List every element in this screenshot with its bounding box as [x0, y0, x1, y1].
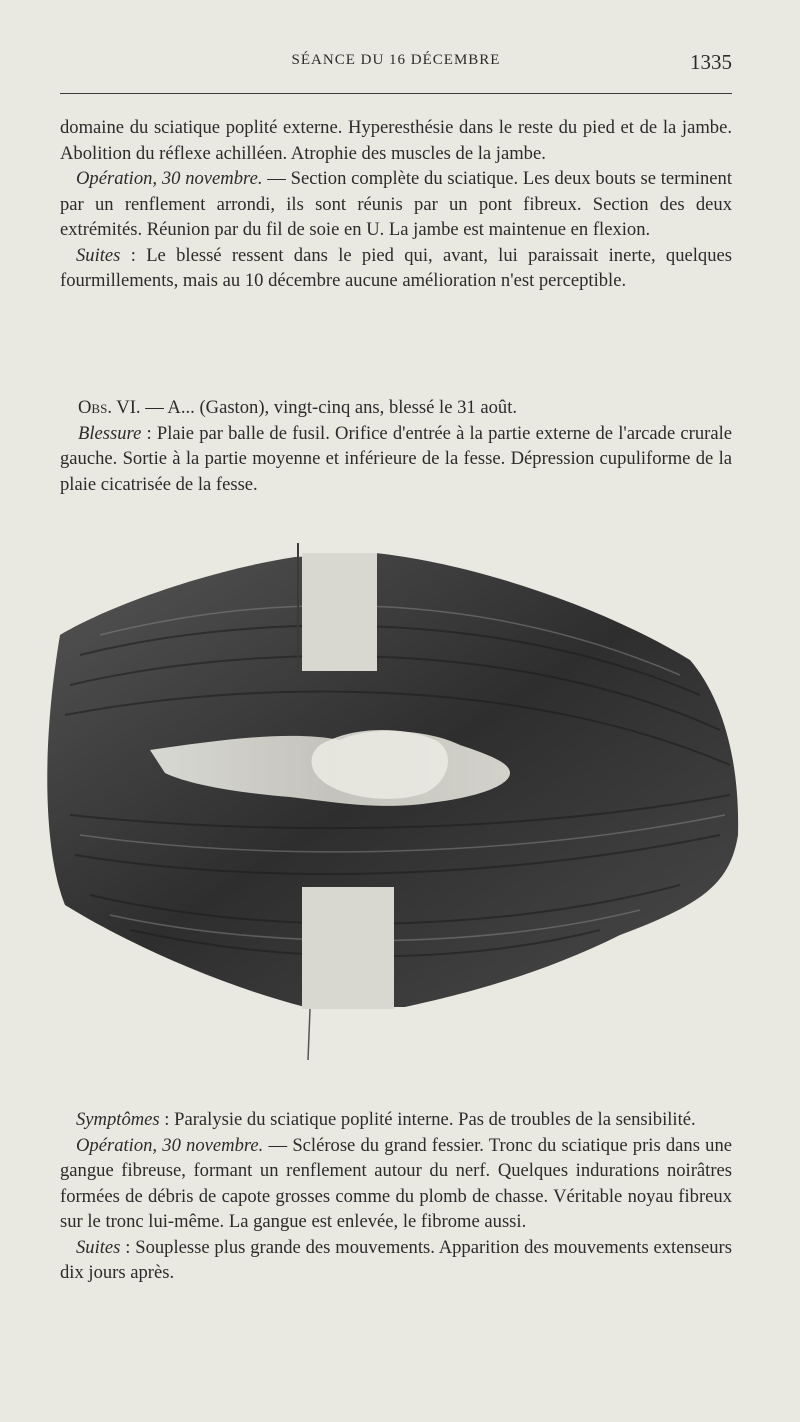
operation-vi-lead: Opération, 30 novembre.	[76, 1134, 264, 1156]
paragraph-symptoms-continued: domaine du sciatique poplité externe. Hyperesthésie dans le reste du pied et de la jambe. Abolition du réflexe achilléen. Atrophie des muscles de la jambe.	[60, 117, 732, 164]
case-vi-details	[60, 1107, 732, 1286]
wound-text: : Plaie par balle de fusil. Orifice d'entrée à la partie externe de l'arcade crurale gauche. Sortie à la partie moyenne et inférieure de la fesse. Dépression cupuliforme de la plaie cicatrisée de la fesse.	[60, 422, 732, 495]
upper-incision	[302, 553, 377, 671]
operation-lead: Opération, 30 novembre.	[76, 168, 263, 189]
observation-label: Obs.	[78, 397, 112, 418]
anatomical-illustration	[40, 535, 750, 1070]
page-number: 1335	[690, 50, 732, 74]
wound-lead: Blessure	[78, 422, 142, 444]
operation-vi-text: — Sclérose du grand fessier. Tronc du sciatique pris dans une gangue fibreuse, formant un renflement autour du nerf. Quelques indurations noirâtres formées de débris de capote grosses comme du plomb de chasse. Véritable noyau fibreux sur le tronc lui-même. La gangue est enlevée, le fibrome aussi.	[60, 1134, 733, 1232]
paragraph-operation	[60, 166, 732, 243]
observation-vi	[60, 395, 732, 497]
paragraph-symptoms	[60, 1107, 732, 1133]
observation-heading	[60, 395, 732, 421]
paragraph-operation-vi	[60, 1133, 732, 1235]
lower-incision	[302, 887, 394, 1009]
symptoms-text: : Paralysie du sciatique poplité interne. Pas de troubles de la sensibilité.	[159, 1109, 696, 1130]
suites-text: : Le blessé ressent dans le pied qui, avant, lui paraissait inerte, quelques fourmillements, mais au 10 décembre aucune amélioration n'est perceptible.	[60, 244, 732, 291]
paragraph-wound	[60, 421, 732, 498]
case-continuation	[60, 115, 732, 294]
suites-lead: Suites	[76, 244, 121, 266]
symptoms-lead: Symptômes	[76, 1109, 160, 1130]
suites-vi-lead: Suites	[76, 1236, 121, 1258]
running-title: SÉANCE DU 16 DÉCEMBRE	[291, 52, 501, 68]
paragraph-suites-vi	[60, 1235, 732, 1286]
header-rule	[60, 93, 732, 94]
operation-text: — Section complète du sciatique. Les deux bouts se terminent par un renflement arrondi, ils sont réunis par un pont fibreux. Section des deux extrémités. Réunion par du fil de soie en U. La jambe est maintenue en flexion.	[60, 168, 732, 240]
observation-text: VI. — A... (Gaston), vingt-cinq ans, blessé le 31 août.	[111, 397, 518, 418]
page-header	[60, 50, 732, 76]
paragraph-suites	[60, 243, 732, 294]
suites-vi-text: : Souplesse plus grande des mouvements. Apparition des mouvements extenseurs dix jours après.	[60, 1236, 732, 1283]
